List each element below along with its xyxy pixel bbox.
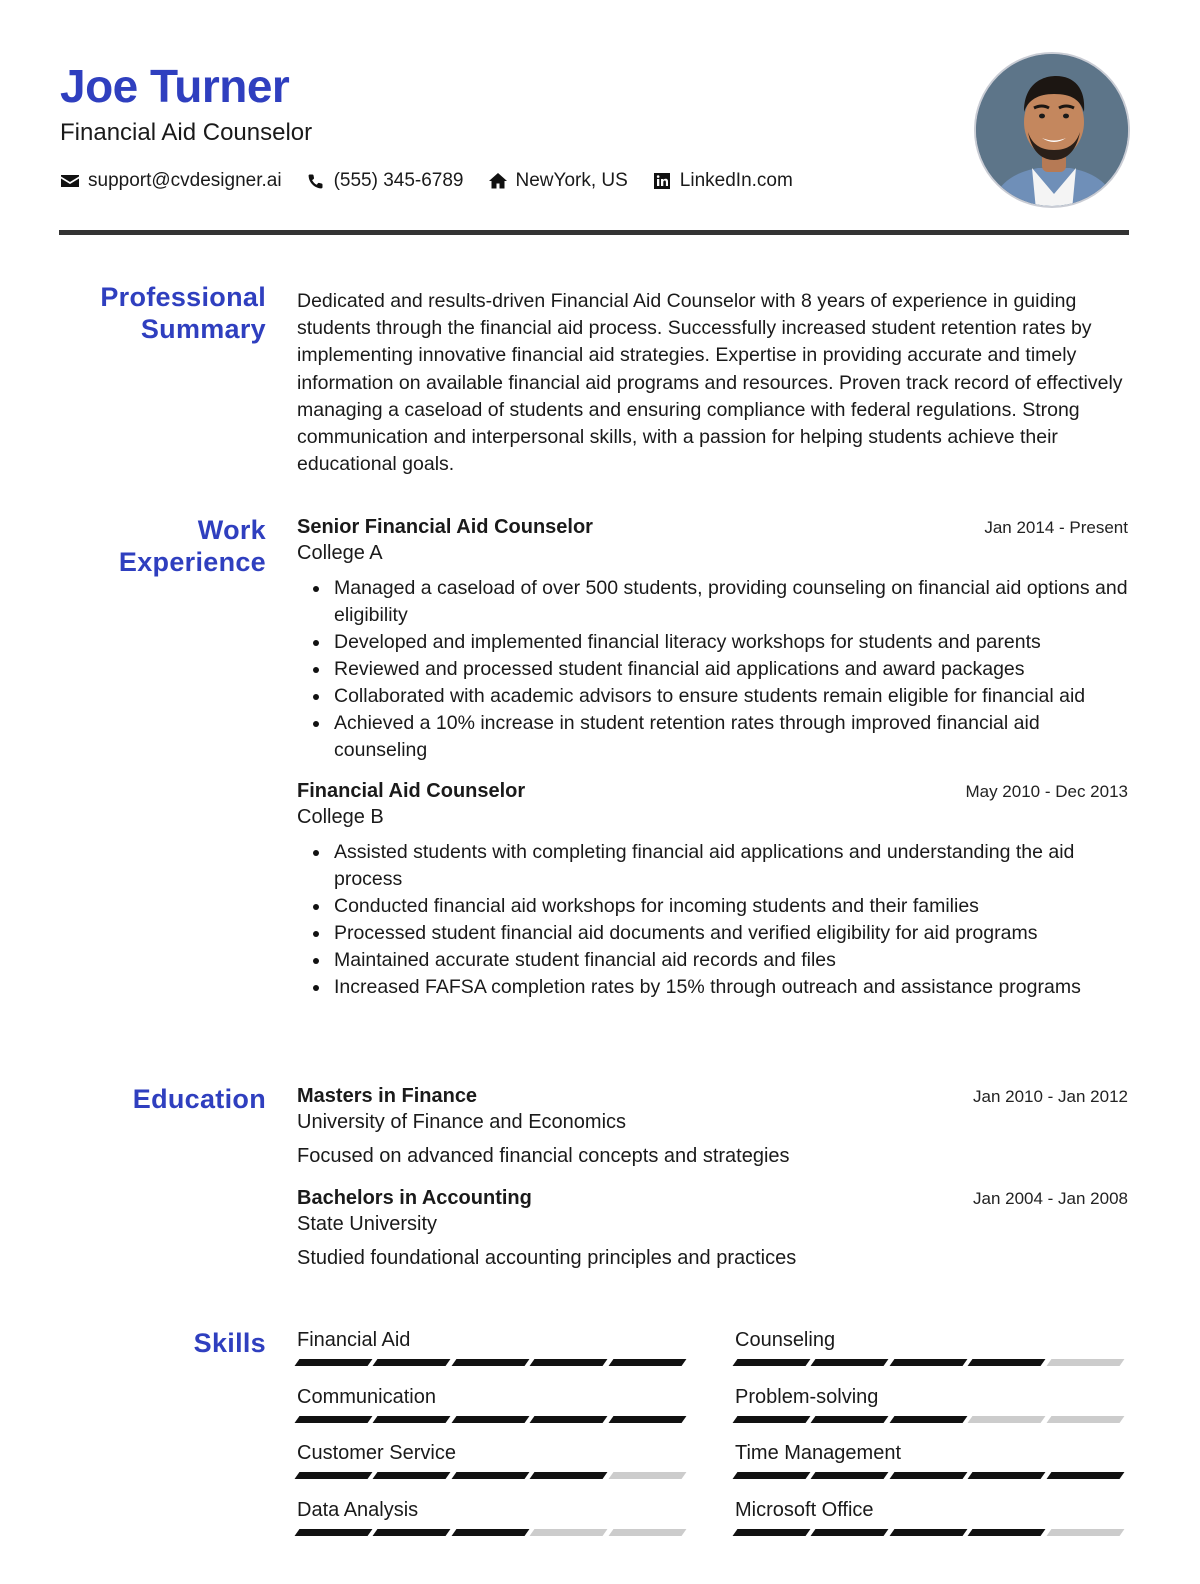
skill-name: Time Management <box>735 1442 901 1464</box>
skill-level-bar <box>297 1529 689 1536</box>
school-name: State University <box>297 1213 438 1235</box>
skill-level-bar <box>297 1472 689 1479</box>
job-entry <box>297 514 1128 764</box>
skill-level-segment-filled <box>295 1416 373 1423</box>
skill-level-segment-filled <box>811 1416 889 1423</box>
skill-level-segment-filled <box>530 1359 608 1366</box>
skill-level-segment-empty <box>968 1416 1046 1423</box>
contact-location <box>488 170 628 192</box>
contact-linkedin-text: LinkedIn.com <box>679 170 793 191</box>
section-title-skills: Skills <box>193 1328 266 1358</box>
skill-level-segment-filled <box>733 1359 811 1366</box>
skill-level-segment-empty <box>530 1529 608 1536</box>
experience-body <box>297 514 1128 1001</box>
skill-item <box>297 1440 689 1497</box>
skill-level-segment-filled <box>811 1472 889 1479</box>
section-title-experience: Work Experience <box>118 515 266 577</box>
phone-icon <box>306 171 326 191</box>
skill-level-segment-filled <box>889 1529 967 1536</box>
skill-level-segment-empty <box>608 1472 686 1479</box>
skill-level-segment-filled <box>811 1359 889 1366</box>
education-body <box>297 1083 1128 1272</box>
skill-level-segment-filled <box>968 1472 1046 1479</box>
skill-level-bar <box>735 1359 1127 1366</box>
skill-name: Counseling <box>735 1329 836 1351</box>
skills-body <box>297 1327 1128 1553</box>
skill-level-segment-filled <box>889 1359 967 1366</box>
skill-name: Communication <box>297 1385 436 1408</box>
skill-level-segment-filled <box>1046 1472 1124 1479</box>
job-title: Financial Aid Counselor <box>297 780 526 802</box>
profile-photo <box>974 52 1130 208</box>
skill-level-segment-filled <box>451 1472 529 1479</box>
skill-level-segment-filled <box>373 1416 451 1423</box>
skill-level-bar <box>297 1359 689 1366</box>
skill-level-segment-filled <box>451 1416 529 1423</box>
skill-level-segment-filled <box>733 1416 811 1423</box>
skill-level-segment-filled <box>373 1529 451 1536</box>
header-divider <box>59 230 1129 235</box>
list-item: Collaborated with academic advisors to ensure students remain eligible for financial aid <box>297 683 1128 710</box>
skill-item <box>735 1327 1127 1384</box>
contact-email-text: support@cvdesigner.ai <box>88 170 282 191</box>
education-entry <box>297 1185 1128 1272</box>
education-entry <box>297 1083 1128 1170</box>
job-date: May 2010 - Dec 2013 <box>965 782 1128 801</box>
contact-email[interactable] <box>60 170 282 192</box>
skill-level-segment-filled <box>295 1359 373 1366</box>
list-item: Conducted financial aid workshops for incoming students and their families <box>297 893 1128 920</box>
skill-level-segment-filled <box>295 1529 373 1536</box>
section-title-education: Education <box>132 1084 266 1114</box>
skill-level-segment-empty <box>1046 1416 1124 1423</box>
skill-name: Customer Service <box>297 1442 456 1464</box>
job-organization: College B <box>297 806 384 828</box>
skill-item <box>297 1384 689 1441</box>
list-item: Increased FAFSA completion rates by 15% through outreach and assistance programs <box>297 974 1128 1001</box>
skill-level-segment-filled <box>451 1529 529 1536</box>
skill-level-segment-filled <box>608 1416 686 1423</box>
skill-item <box>297 1497 689 1554</box>
skill-name: Financial Aid <box>297 1329 411 1351</box>
skill-item <box>297 1327 689 1384</box>
job-date: Jan 2014 - Present <box>984 518 1128 537</box>
education-description: Focused on advanced financial concepts and strategies <box>297 1145 790 1167</box>
skill-level-segment-empty <box>608 1529 686 1536</box>
list-item: Reviewed and processed student financial aid applications and award packages <box>297 656 1128 683</box>
job-entry <box>297 778 1128 1001</box>
skill-item <box>735 1440 1127 1497</box>
contact-phone-text: (555) 345-6789 <box>333 170 464 191</box>
envelope-icon <box>60 171 80 191</box>
summary-text: Dedicated and results-driven Financial Aid Counselor with 8 years of experience in guiding students through the financial aid process. Successfully increased student retention rates by implementing innovative financial aid strategies. Expertise in providing accurate and timely information on available financial aid programs and resources. Proven track record of effectively managing a caseload of students and ensuring compliance with federal regulations. Strong communication and interpersonal skills, with a passion for helping students achieve their educational goals. <box>297 290 1123 476</box>
skill-item <box>735 1384 1127 1441</box>
section-title-summary: Professional Summary <box>100 282 266 344</box>
candidate-name: Joe Turner <box>60 60 290 112</box>
home-icon <box>488 171 508 191</box>
summary-body <box>297 288 1128 478</box>
skill-level-bar <box>735 1416 1127 1423</box>
linkedin-icon <box>652 171 672 191</box>
skill-level-bar <box>735 1529 1127 1536</box>
skill-level-segment-filled <box>811 1529 889 1536</box>
skill-level-segment-filled <box>530 1416 608 1423</box>
list-item: Maintained accurate student financial aid records and files <box>297 947 1128 974</box>
skill-level-bar <box>735 1472 1127 1479</box>
skill-level-segment-filled <box>733 1472 811 1479</box>
skill-level-segment-filled <box>733 1529 811 1536</box>
skill-level-segment-filled <box>373 1472 451 1479</box>
skill-name: Data Analysis <box>297 1498 419 1521</box>
contact-row <box>60 170 1130 192</box>
skill-level-segment-filled <box>968 1359 1046 1366</box>
contact-linkedin[interactable] <box>652 170 793 192</box>
list-item: Managed a caseload of over 500 students, providing counseling on financial aid options and eligibility <box>297 575 1128 629</box>
job-organization: College A <box>297 542 383 564</box>
skill-level-segment-filled <box>608 1359 686 1366</box>
list-item: Processed student financial aid documents and verified eligibility for aid programs <box>297 920 1128 947</box>
skill-level-segment-filled <box>373 1359 451 1366</box>
school-name: University of Finance and Economics <box>297 1111 627 1133</box>
contact-phone[interactable] <box>306 170 464 192</box>
candidate-title: Financial Aid Counselor <box>60 119 313 146</box>
job-bullets <box>297 839 1128 1001</box>
skill-level-segment-filled <box>295 1472 373 1479</box>
skill-level-segment-filled <box>451 1359 529 1366</box>
skills-grid <box>297 1327 1128 1553</box>
resume-header <box>60 58 1130 218</box>
job-bullets <box>297 575 1128 764</box>
contact-location-text: NewYork, US <box>515 170 628 191</box>
degree-title: Bachelors in Accounting <box>297 1187 532 1209</box>
skill-level-bar <box>297 1416 689 1423</box>
list-item: Assisted students with completing financial aid applications and understanding the aid process <box>297 839 1128 893</box>
education-description: Studied foundational accounting principles and practices <box>297 1247 797 1269</box>
list-item: Developed and implemented financial literacy workshops for students and parents <box>297 629 1128 656</box>
job-title: Senior Financial Aid Counselor <box>297 516 593 538</box>
skill-level-segment-empty <box>1046 1359 1124 1366</box>
skill-level-segment-filled <box>968 1529 1046 1536</box>
skill-level-segment-empty <box>1046 1529 1124 1536</box>
skill-level-segment-filled <box>889 1416 967 1423</box>
skill-level-segment-filled <box>889 1472 967 1479</box>
skill-name: Microsoft Office <box>735 1498 874 1521</box>
education-date: Jan 2010 - Jan 2012 <box>972 1087 1128 1106</box>
skill-name: Problem-solving <box>735 1385 879 1408</box>
skill-level-segment-filled <box>530 1472 608 1479</box>
education-date: Jan 2004 - Jan 2008 <box>972 1189 1128 1208</box>
skill-item <box>735 1497 1127 1554</box>
portrait-illustration <box>976 54 1130 208</box>
list-item: Achieved a 10% increase in student retention rates through improved financial aid counseling <box>297 710 1128 764</box>
degree-title: Masters in Finance <box>297 1085 478 1107</box>
